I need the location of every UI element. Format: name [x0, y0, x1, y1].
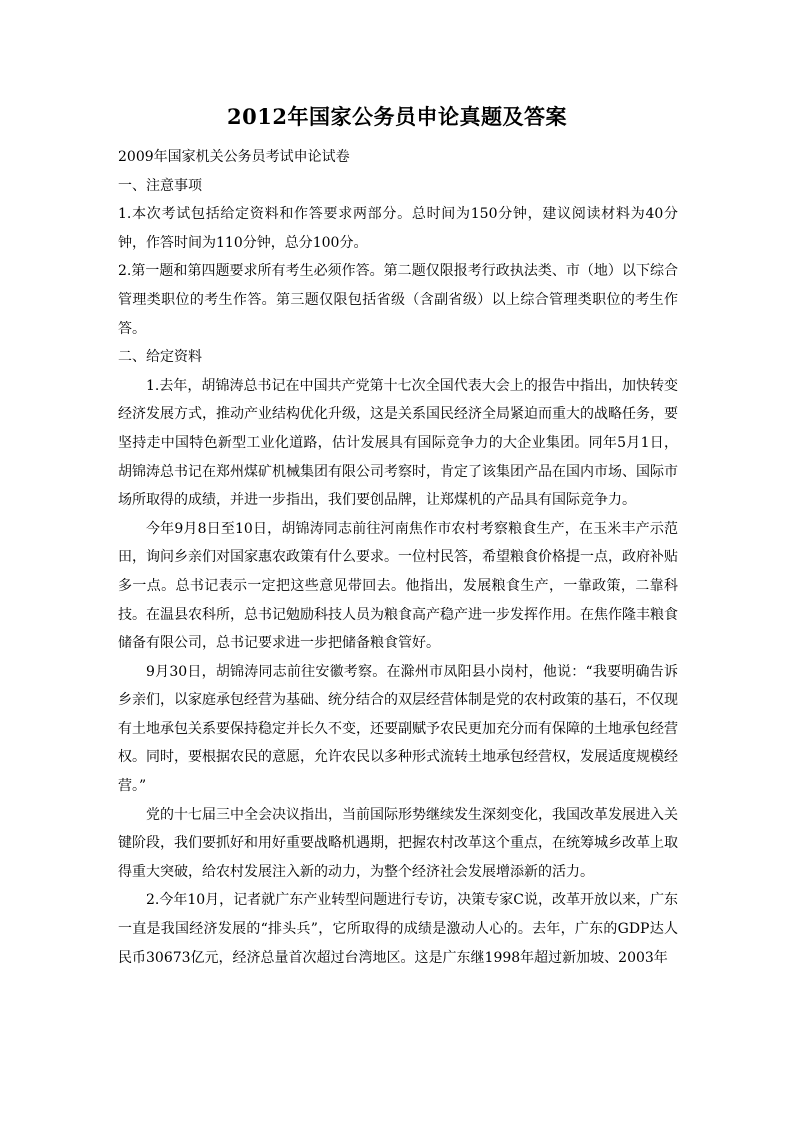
- section-heading-notes: 一、注意事项: [118, 177, 202, 194]
- document-body: [118, 143, 678, 972]
- material-paragraph-3: 9月30日，胡锦涛同志前往安徽考察。在滁州市凤阳县小岗村，他说：“我要明确告诉乡亲们，以家庭承包经营为基础、统分结合的双层经营体制是党的农村政策的基石，不仅现有土地承包关系要保持稳定并长久不变，还要副赋予农民更加充分而有保障的土地承包经营权。同时，要根据农民的意愿，允许农民以多种形式流转土地承包经营权，发展适度规模经营。”: [118, 663, 678, 795]
- section-heading-materials: 二、给定资料: [118, 349, 202, 366]
- note-item-1: 1.本次考试包括给定资料和作答要求两部分。总时间为150分钟，建议阅读材料为40分钟，作答时间为110分钟，总分100分。: [118, 206, 678, 251]
- document-title: 2012年国家公务员申论真题及答案: [227, 104, 567, 129]
- material-paragraph-4: 党的十七届三中全会决议指出，当前国际形势继续发生深刻变化，我国改革发展进入关键阶段，我们要抓好和用好重要战略机遇期，把握农村改革这个重点，在统筹城乡改革上取得重大突破，给农村发展注入新的动力，为整个经济社会发展增添新的活力。: [118, 806, 678, 880]
- exam-subtitle: 2009年国家机关公务员考试申论试卷: [118, 149, 350, 165]
- material-paragraph-5: 2.今年10月，记者就广东产业转型问题进行专访，决策专家C说，改革开放以来，广东一直是我国经济发展的“排头兵”，它所取得的成绩是激动人心的。去年，广东的GDP达人民币30673亿元，经济总量首次超过台湾地区。这是广东继1998年超过新加坡、2003年: [118, 892, 678, 966]
- material-paragraph-2: 今年9月8日至10日，胡锦涛同志前往河南焦作市农村考察粮食生产，在玉米丰产示范田，询问乡亲们对国家惠农政策有什么要求。一位村民答，希望粮食价格提一点，政府补贴多一点。总书记表示一定把这些意见带回去。他指出，发展粮食生产，一靠政策，二靠科技。在温县农科所，总书记勉励科技人员为粮食高产稳产进一步发挥作用。在焦作隆丰粮食储备有限公司，总书记要求进一步把储备粮食管好。: [118, 520, 678, 652]
- material-paragraph-1: 1.去年，胡锦涛总书记在中国共产党第十七次全国代表大会上的报告中指出，加快转变经济发展方式，推动产业结构优化升级，这是关系国民经济全局紧迫而重大的战略任务，要坚持走中国特色新型工业化道路，估计发展具有国际竞争力的大企业集团。同年5月1日，胡锦涛总书记在郑州煤矿机械集团有限公司考察时，肯定了该集团产品在国内市场、国际市场所取得的成绩，并进一步指出，我们要创品牌，让郑煤机的产品具有国际竞争力。: [118, 377, 678, 509]
- note-item-2: 2.第一题和第四题要求所有考生必须作答。第二题仅限报考行政执法类、市（地）以下综合管理类职位的考生作答。第三题仅限包括省级（含副省级）以上综合管理类职位的考生作答。: [118, 263, 678, 337]
